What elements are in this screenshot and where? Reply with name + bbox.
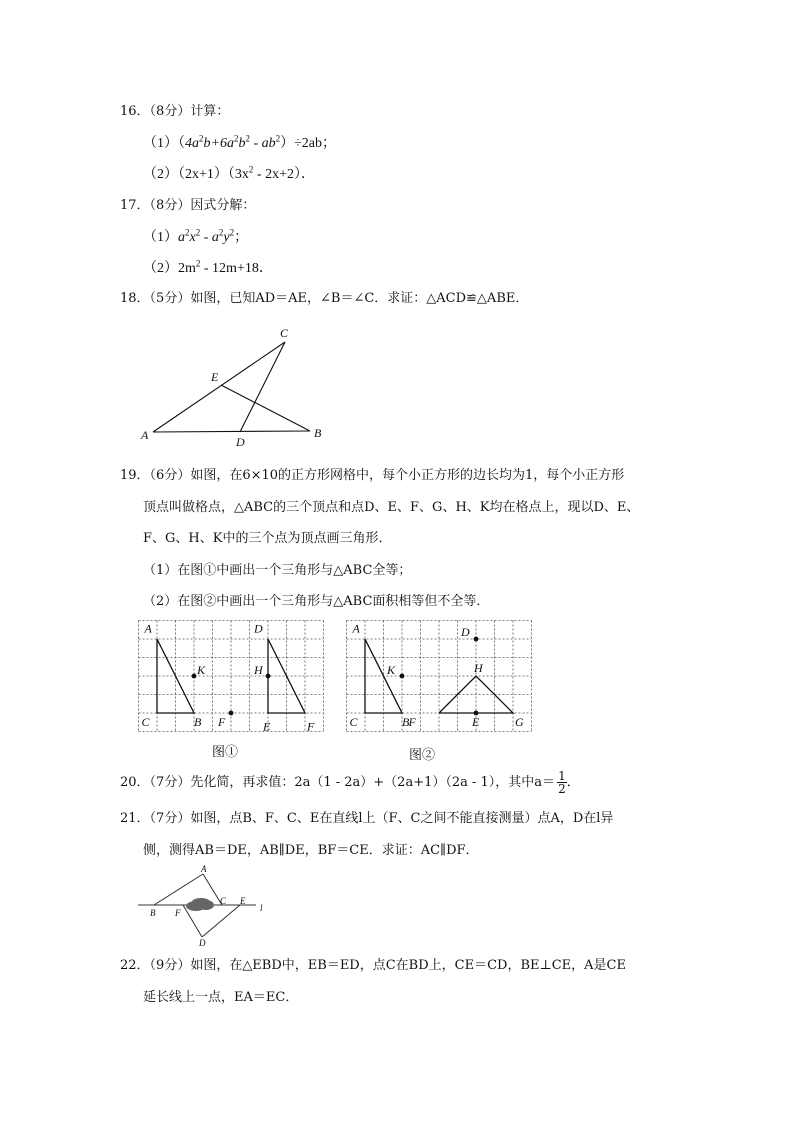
q19-part2: （2）在图②中画出一个三角形与△ABC面积相等但不全等． [143, 594, 490, 609]
q19-line2: 顶点叫做格点，△ABC的三个顶点和点D、E、F、G、H、K均在格点上，现以D、E、 [143, 500, 640, 515]
label-A: A [141, 428, 149, 442]
fig1-caption: 图① [212, 745, 239, 760]
label-F: F [175, 908, 181, 918]
q22-line2: 延长线上一点，EA＝EC． [143, 990, 299, 1005]
label-A: A [144, 621, 152, 636]
label-F: F [408, 715, 416, 729]
label-C: C [141, 715, 150, 729]
q18-text: 18．（5分）如图，已知AD＝AE，∠B＝∠C．求证：△ACD≌△ABE． [120, 291, 529, 306]
fig2-caption: 图② [409, 748, 436, 763]
label-C: C [349, 715, 358, 729]
label-E: E [472, 715, 480, 729]
label-C: C [220, 896, 227, 906]
q16-heading: 16．（8分）计算： [120, 104, 230, 119]
label-D: D [236, 435, 245, 449]
q17-part2: $(2)2m^2 - 12m+18$． [143, 258, 273, 276]
label-A: A [352, 621, 360, 636]
q16-part1: $(1)(4a^2b+6a^2b^2 - ab^2)\div 2ab$； [143, 133, 337, 151]
label-D: D [254, 621, 263, 636]
label-B: B [150, 908, 156, 918]
label-H: H [474, 661, 483, 675]
q19-part1: （1）在图①中画出一个三角形与△ABC全等； [143, 563, 412, 578]
q21-line1: 21．（7分）如图，点B、F、C、E在直线l上（F、C之间不能直接测量）点A，D在l异 [120, 811, 614, 826]
label-D: D [461, 625, 470, 639]
label-G: G [515, 715, 524, 729]
label-B: B [314, 426, 322, 440]
label-F2: F [307, 719, 315, 734]
q16-part2: $(2)(2x+1)(3x^2 - 2x+2)$． [143, 164, 315, 182]
label-A: A [201, 864, 207, 874]
label-E: E [211, 370, 219, 384]
q21-line2: 侧，测得AB＝DE，AB∥DE，BF＝CE．求证：AC∥DF． [143, 843, 479, 858]
label-K: K [387, 663, 396, 677]
fraction-half: $\frac{1}{2}$ [558, 769, 566, 796]
label-B: B [402, 715, 410, 729]
q17-heading: 17．（8分）因式分解： [120, 198, 256, 213]
label-F: F [218, 715, 226, 729]
label-l: l [260, 903, 263, 913]
label-E: E [240, 896, 246, 906]
label-B: B [194, 715, 202, 729]
q19-line3: F、G、H、K中的三个点为顶点画三角形． [143, 531, 392, 546]
q17-part1: $(1)a^2x^2 - a^2y^2$； [143, 227, 249, 245]
label-D: D [199, 938, 206, 948]
q19-line1: 19．（6分）如图，在6×10的正方形网格中，每个小正方形的边长均为1，每个小正方形 [120, 468, 625, 483]
label-E: E [263, 719, 271, 734]
obstacle-blob [186, 898, 214, 911]
label-K: K [197, 663, 206, 677]
label-H: H [254, 663, 263, 677]
q20-text: 20．（7分）先化简，再求值：2a（1 - 2a）+（2a+1）（2a - 1），其中a＝ $\frac{1}{2}$ ． [120, 769, 580, 796]
label-C: C [280, 326, 289, 340]
q22-line1: 22．（9分）如图，在△EBD中，EB＝ED，点C在BD上，CE＝CD，BE⊥CE，A是CE [120, 958, 626, 973]
